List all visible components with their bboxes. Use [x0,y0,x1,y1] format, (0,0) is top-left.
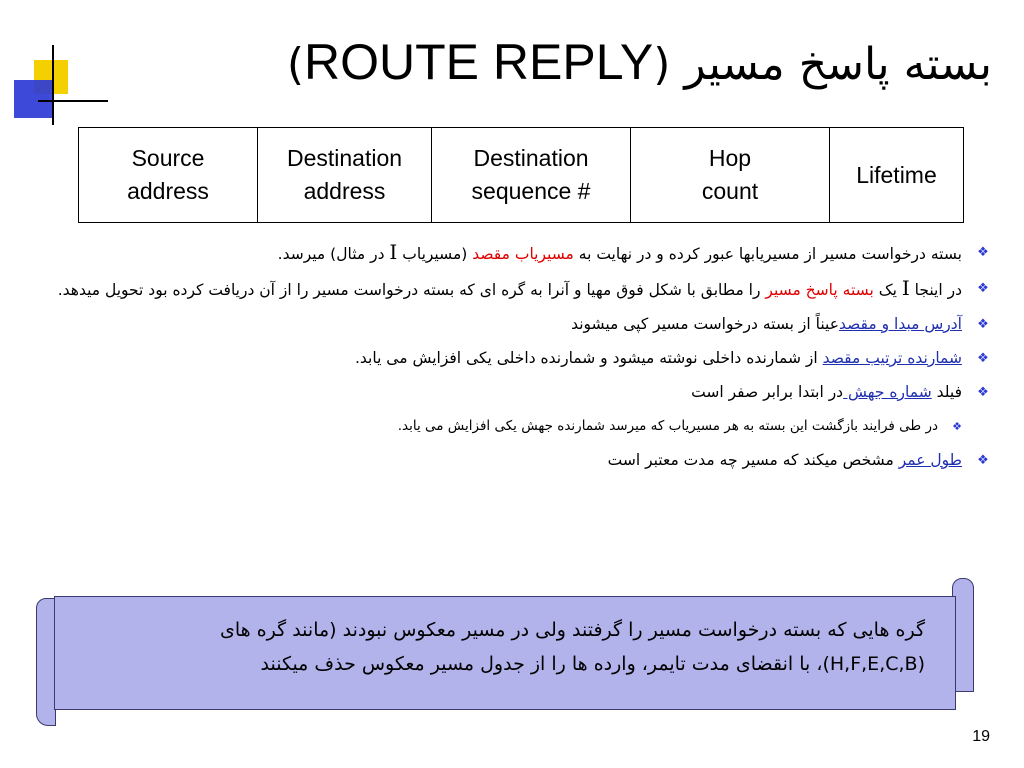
bullet-text: در اینجا [909,281,962,299]
field-hop-count [631,128,830,223]
field-label-line: Hop [708,145,752,171]
highlight-route-reply: بسته پاسخ مسیر [765,281,874,299]
link-hop-count[interactable]: شماره جهش [843,383,932,401]
field-label-line: address [127,178,209,204]
highlight-destination-router: مسیریاب مقصد [472,245,574,263]
title-english: ROUTE REPLY [304,34,654,90]
sub-bullet-item [40,412,962,440]
link-lifetime[interactable]: طول عمر [898,451,962,469]
bullet-marker-icon: ❖ [977,385,989,400]
bullet-marker-icon: ❖ [977,245,989,260]
bullet-item [40,274,989,304]
field-label-line: address [303,178,386,204]
bullet-text: فیلد [931,383,962,401]
bullet-text: در طی فرایند بازگشت این بسته به هر مسیریاب که میرسد شمارنده جهش یکی افزایش می یابد. [397,418,938,434]
link-source-dest-address[interactable]: آدرس مبدا و مقصد [838,315,962,333]
bullet-item [40,446,989,474]
callout-body [54,596,956,710]
bullet-item [40,344,989,372]
field-label-line: count [701,178,759,204]
bullet-text: عیناً از بسته درخواست مسیر کپی میشوند [571,315,839,333]
bullet-text: یک [873,281,902,299]
bullet-marker-icon: ❖ [977,317,989,332]
callout-line: (H,F,E,C,B)، با انقضای مدت تایمر، وارده ها را از جدول مسیر معکوس حذف میکنند [260,653,925,675]
bullet-marker-icon: ❖ [977,351,989,366]
bullet-marker-icon: ❖ [977,453,989,468]
callout-scroll [36,578,982,728]
field-label-line: Source [131,145,205,171]
field-lifetime [830,128,964,223]
bullet-marker-icon: ❖ [952,420,962,433]
bullet-text: از شمارنده داخلی نوشته میشود و شمارنده داخلی یکی افزایش می یابد. [354,349,823,367]
field-destination-sequence [432,128,631,223]
bullet-text: (مسیریاب [397,245,473,263]
router-letter: I [389,240,398,264]
bullet-marker-icon: ❖ [977,281,989,296]
field-label-line: Lifetime [856,161,937,188]
field-source-address [79,128,258,223]
scroll-curl-left [36,598,56,726]
bullet-text: در ابتدا برابر صفر است [691,383,844,401]
route-reply-packet-format [78,127,964,223]
title-paren-open: ( [653,39,671,90]
bullet-item [40,378,989,406]
bullet-item [40,310,989,338]
decor-horizontal-line [38,100,108,102]
packet-fields-row [79,128,964,223]
bullet-text: را مطابق با شکل فوق مهیا و آنرا به گره ای که بسته درخواست مسیر را از آن دریافت کرده بود تحویل میدهد. [57,281,766,299]
field-destination-address [258,128,432,223]
slide-title [287,22,992,105]
bullet-item [40,238,989,268]
link-dest-sequence-counter[interactable]: شمارنده ترتیب مقصد [822,349,962,367]
bullet-text: در مثال) میرسد. [277,245,390,263]
bullet-list [40,238,989,480]
bullet-text: مشخص میکند که مسیر چه مدت معتبر است [607,451,899,469]
decor-blue-square [14,80,52,118]
field-label-line: Destination [286,145,403,171]
callout-line: گره هایی که بسته درخواست مسیر را گرفتند ولی در مسیر معکوس نبودند (مانند گره های [219,619,925,641]
bullet-text: بسته درخواست مسیر از مسیریابها عبور کرده و در نهایت به [573,245,962,263]
title-persian: بسته پاسخ مسیر [684,39,992,90]
field-label-line: sequence # [471,178,591,204]
page-number: 19 [972,728,990,745]
callout-text [69,613,925,681]
field-label-line: Destination [473,145,589,171]
title-paren-close: ) [286,39,305,90]
decor-vertical-line [52,45,54,125]
router-letter: I [901,276,910,300]
